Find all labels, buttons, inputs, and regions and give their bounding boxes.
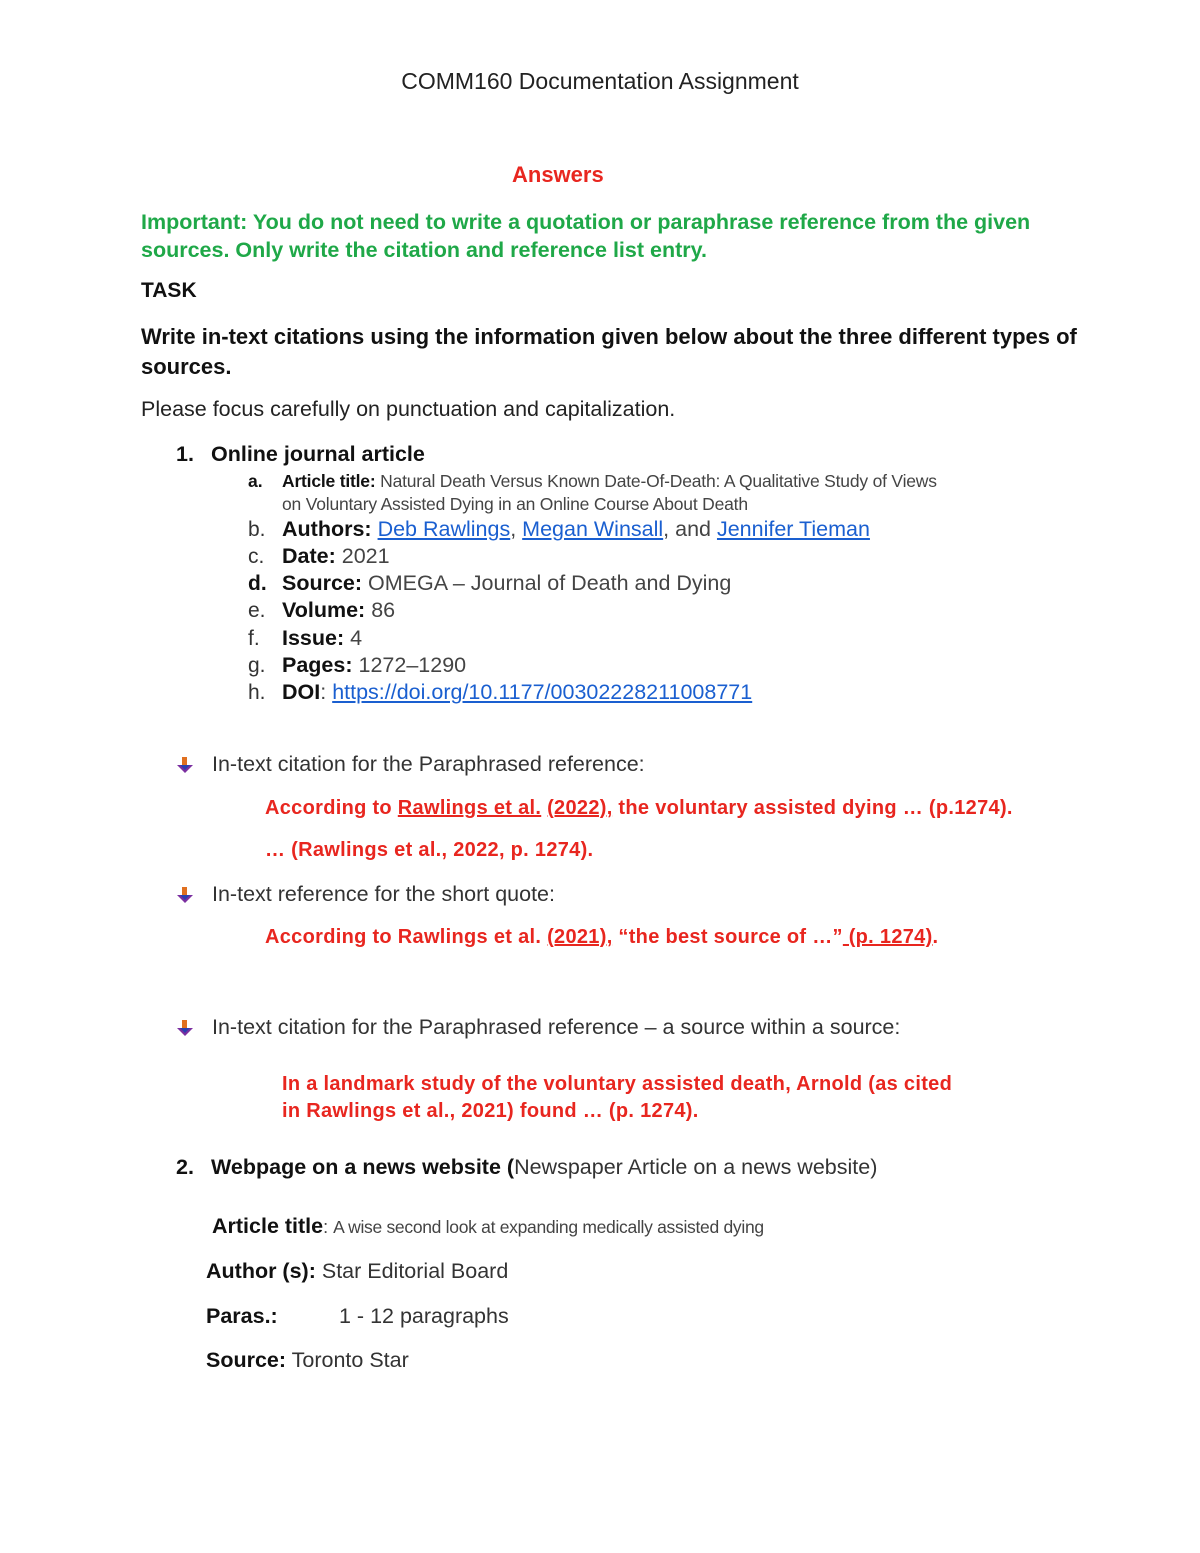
d-letter: d.	[248, 572, 267, 595]
c-letter: c.	[248, 545, 265, 568]
list-item-authors	[248, 517, 870, 542]
section2-number: 2.	[176, 1155, 194, 1179]
list-item-issue	[248, 626, 363, 651]
article-title-value: Natural Death Versus Known Date-Of-Death: A Qualitative Study of Views	[375, 471, 937, 491]
answer-text-underlined: (2022),	[547, 797, 613, 819]
document-header: COMM160 Documentation Assignment	[401, 68, 799, 94]
issue-label: Issue:	[282, 626, 345, 650]
webpage-article-title-colon: :	[323, 1217, 334, 1237]
answers-heading: Answers	[512, 162, 604, 187]
webpage-author-label: Author (s):	[206, 1259, 316, 1283]
list-item-pages	[248, 653, 467, 678]
webpage-article-title-row	[212, 1214, 764, 1239]
bullet-arrow-icon	[176, 756, 194, 779]
section2-title-paren: (	[500, 1155, 515, 1179]
date-label: Date:	[282, 544, 336, 568]
section1-heading	[176, 442, 425, 467]
article-title-value-cont: on Voluntary Assisted Dying in an Online Course About Death	[282, 494, 748, 514]
answer-secondary-line1: In a landmark study of the voluntary assisted death, Arnold (as cited	[282, 1073, 953, 1095]
doi-label: DOI	[282, 680, 321, 704]
source-label: Source:	[282, 571, 363, 595]
f-letter: f.	[248, 627, 260, 650]
bullet-short-quote-label: In-text reference for the short quote:	[212, 882, 555, 906]
task-label: TASK	[141, 279, 197, 302]
doi-colon: :	[320, 680, 333, 704]
pages-value: 1272–1290	[352, 653, 467, 677]
b-letter: b.	[248, 518, 266, 541]
author-separator: ,	[510, 517, 523, 541]
section1-number: 1.	[176, 442, 194, 466]
volume-value: 86	[365, 598, 396, 622]
list-item-article-title	[248, 471, 937, 492]
webpage-paras-label: Paras.:	[206, 1304, 278, 1328]
webpage-article-title-value: A wise second look at expanding medically assisted dying	[333, 1217, 764, 1237]
important-note: Important: You do not need to write a quotation or paraphrase reference from the given sources. Only write the citation and reference list entry.	[141, 210, 1031, 262]
e-letter: e.	[248, 599, 266, 622]
webpage-source-label: Source:	[206, 1348, 287, 1372]
answer-secondary-line2: in Rawlings et al., 2021) found … (p. 1274).	[282, 1100, 699, 1122]
a-letter: a.	[248, 471, 263, 491]
list-item-date	[248, 544, 390, 569]
list-item-source	[248, 571, 732, 596]
answer-paraphrase-line1	[265, 797, 1013, 820]
date-value: 2021	[335, 544, 390, 568]
issue-value: 4	[344, 626, 363, 650]
authors-label: Authors:	[282, 517, 372, 541]
pages-label: Pages:	[282, 653, 353, 677]
section2-title-suffix: Newspaper Article on a news website)	[514, 1155, 878, 1179]
answer-text-underlined: (p. 1274)	[842, 926, 933, 948]
focus-note: Please focus carefully on punctuation and capitalization.	[141, 397, 676, 421]
bullet-arrow-icon	[176, 886, 194, 909]
author-separator: , and	[663, 517, 717, 541]
author-link-winsall[interactable]: Megan Winsall	[522, 517, 664, 541]
author-link-tieman[interactable]: Jennifer Tieman	[716, 517, 870, 541]
article-title-label: Article title:	[282, 471, 376, 491]
webpage-source-row	[206, 1348, 409, 1373]
answer-short-quote	[265, 926, 938, 949]
g-letter: g.	[248, 654, 266, 677]
bullet-paraphrase-label: In-text citation for the Paraphrased reference:	[212, 752, 645, 776]
list-item-doi	[248, 680, 753, 705]
task-instruction: Write in-text citations using the information given below about the three different types of sources.	[141, 324, 1077, 379]
section2-title: Webpage on a news website	[211, 1155, 501, 1179]
h-letter: h.	[248, 681, 266, 704]
webpage-paras-value: 1 - 12 paragraphs	[339, 1304, 509, 1328]
doi-link[interactable]: https://doi.org/10.1177/00302228211008771	[332, 680, 753, 704]
answer-text: According to Rawlings et al.	[265, 926, 548, 948]
answer-text-underlined: Rawlings et al.	[397, 797, 542, 819]
section1-title: Online journal article	[211, 442, 425, 466]
webpage-paras-row	[206, 1304, 509, 1329]
answer-text: the voluntary assisted dying … (p.1274).	[612, 797, 1013, 819]
webpage-author-row	[206, 1259, 508, 1284]
list-item-volume	[248, 598, 396, 623]
answer-text-underlined: (2021),	[547, 926, 613, 948]
volume-label: Volume:	[282, 598, 366, 622]
webpage-article-title-label: Article title	[212, 1214, 324, 1238]
answer-text: .	[932, 926, 939, 948]
bullet-arrow-icon	[176, 1019, 194, 1042]
author-link-rawlings[interactable]: Deb Rawlings	[377, 517, 511, 541]
section2-heading	[176, 1155, 878, 1180]
answer-text: According to	[265, 797, 398, 819]
source-value: OMEGA – Journal of Death and Dying	[362, 571, 732, 595]
webpage-author-value: Star Editorial Board	[315, 1259, 509, 1283]
answer-text: “the best source of …”	[612, 926, 843, 948]
bullet-secondary-source-label: In-text citation for the Paraphrased reference – a source within a source:	[212, 1015, 901, 1039]
webpage-source-value: Toronto Star	[286, 1348, 409, 1372]
answer-paraphrase-line2: … (Rawlings et al., 2022, p. 1274).	[265, 839, 594, 861]
